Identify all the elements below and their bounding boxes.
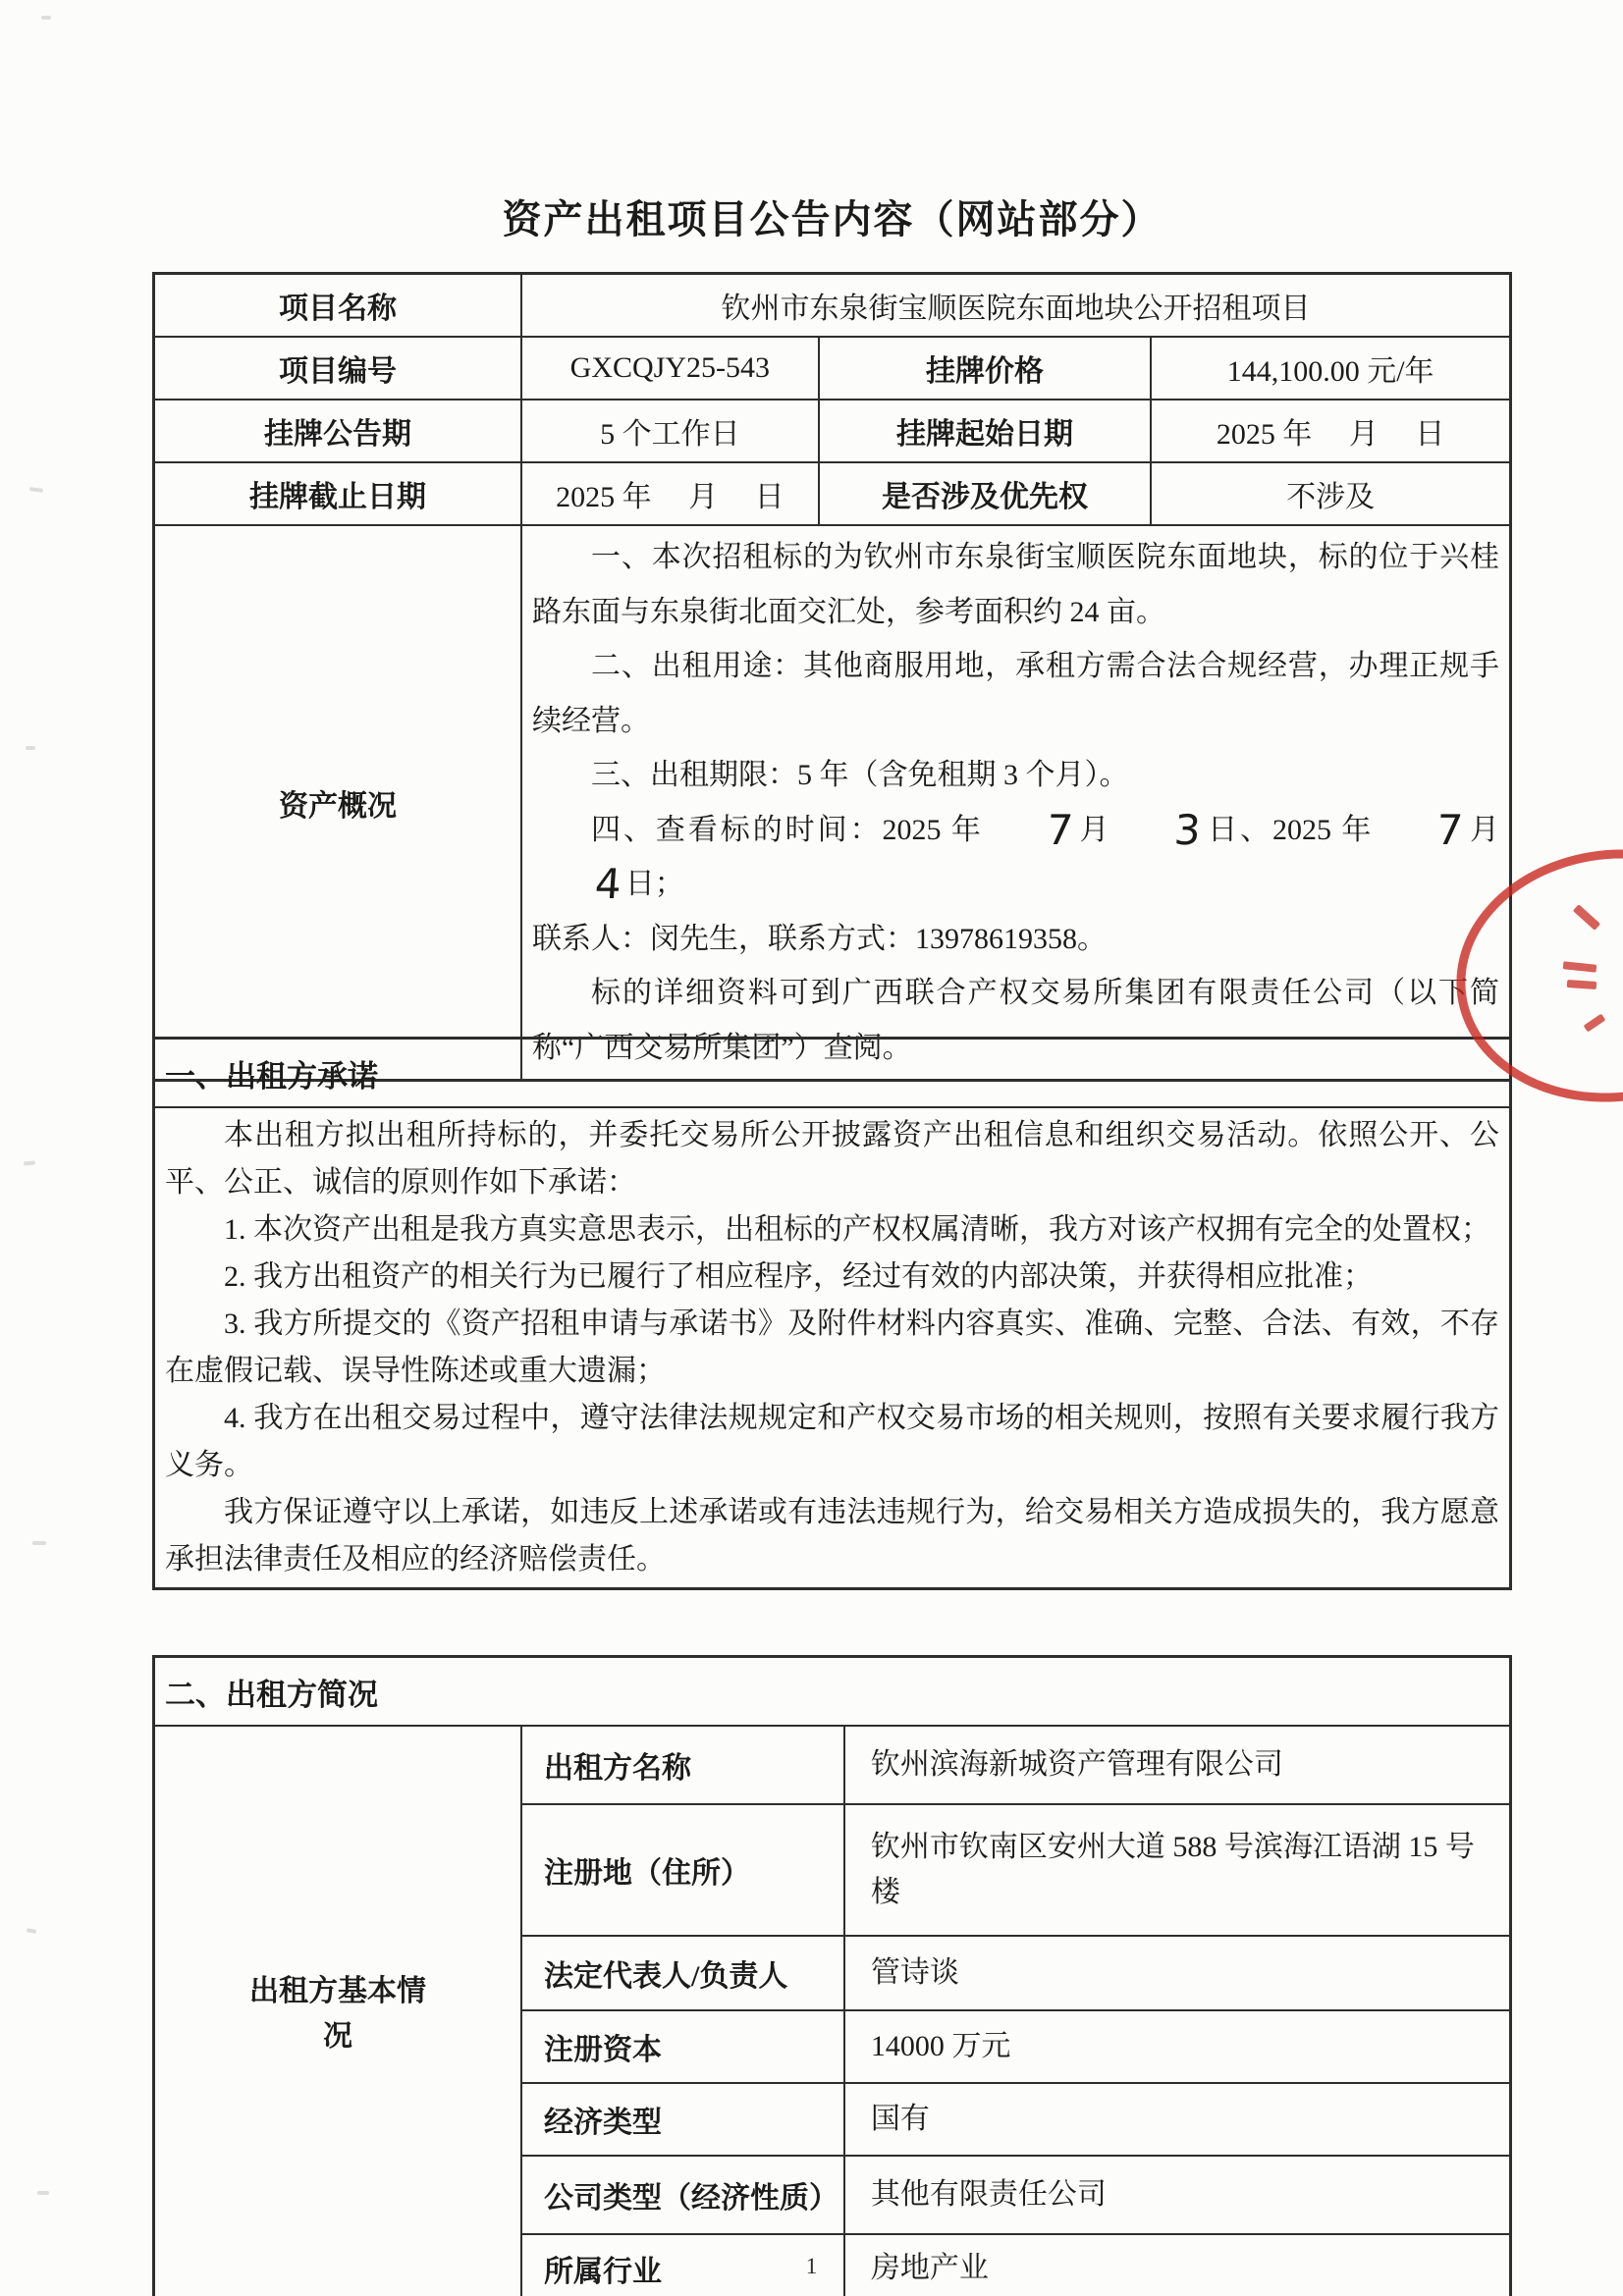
scan-artifact: [29, 487, 43, 493]
overview-paragraph: 一、本次招租标的为钦州市东泉街宝顺医院东面地块，标的位于兴桂路东面与东泉街北面交汇处，参考面积约 24 亩。: [532, 541, 1499, 628]
commitment-paragraph: 1. 本次资产出租是我方真实意思表示，出租标的产权权属清晰，我方对该产权拥有完全的处置权；: [224, 1213, 1490, 1246]
scan-artifact: [24, 1160, 35, 1165]
commitment-paragraph: 3. 我方所提交的《资产招租申请与承诺书》及附件材料内容真实、准确、完整、合法、有效，不存在虚假记载、误导性陈述或重大遗漏；: [165, 1308, 1499, 1387]
legal-representative-value: 管诗谈: [844, 1936, 1511, 2010]
economic-type-value: 国有: [844, 2083, 1511, 2156]
commitment-paragraph: 我方保证遵守以上承诺，如违反上述承诺或有违法违规行为，给交易相关方造成损失的，我方愿意承担法律责任及相应的经济赔偿责任。: [165, 1496, 1499, 1575]
end-date-value: 2025 年 月 日: [521, 462, 819, 525]
commitment-section-body: [154, 1107, 1511, 1589]
project-name-label: 项目名称: [154, 274, 522, 338]
scan-artifact: [27, 1928, 37, 1934]
overview-paragraph: 标的详细资料可到广西联合产权交易所集团有限责任公司（以下简称“广西交易所集团”）查阅。: [532, 977, 1499, 1064]
commitment-paragraph: 4. 我方在出租交易过程中，遵守法律法规规定和产权交易市场的相关规则，按照有关要求履行我方义务。: [165, 1402, 1499, 1481]
priority-value: 不涉及: [1151, 462, 1510, 525]
table-row: [154, 274, 1511, 338]
commitment-paragraph: 2. 我方出租资产的相关行为已履行了相应程序，经过有效的内部决策，并获得相应批准；: [224, 1260, 1373, 1293]
end-date-label: 挂牌截止日期: [154, 462, 522, 525]
commitment-section-heading: 一、出租方承诺: [154, 1039, 1511, 1108]
legal-representative-label: 法定代表人/负责人: [521, 1936, 844, 2010]
commitment-paragraph: 本出租方拟出租所持标的，并委托交易所公开披露资产出租信息和组织交易活动。依照公开、公平、公正、诚信的原则作如下承诺：: [165, 1119, 1499, 1199]
project-name-value: 钦州市东泉街宝顺医院东面地块公开招租项目: [521, 274, 1510, 338]
registered-capital-value: 14000 万元: [844, 2010, 1511, 2083]
registered-capital-label: 注册资本: [521, 2010, 844, 2083]
table-row: [154, 337, 1511, 400]
table-row: [154, 1039, 1511, 1108]
overview-paragraph: 三、出租期限：5 年（含免租期 3 个月）。: [591, 759, 1129, 791]
lessor-basic-info-text: 出租方基本情况: [249, 1974, 426, 2053]
listing-price-value: 144,100.00 元/年: [1151, 337, 1510, 400]
listing-price-label: 挂牌价格: [819, 337, 1152, 400]
scan-artifact: [26, 746, 35, 750]
viewing-time-text: 四、查看标的时间：2025 年: [591, 813, 984, 846]
handwritten-month: 7: [1434, 805, 1465, 854]
project-no-label: 项目编号: [154, 337, 522, 400]
scan-artifact: [37, 2191, 49, 2195]
overview-paragraph: 二、出租用途：其他商服用地，承租方需合法合规经营，办理正规手续经营。: [532, 650, 1499, 737]
viewing-time-text: 月: [1076, 813, 1112, 846]
table-row: [154, 1107, 1511, 1589]
lessor-section-heading: 二、出租方简况: [154, 1657, 1511, 1727]
announcement-period-value: 5 个工作日: [521, 400, 819, 462]
start-date-label: 挂牌起始日期: [819, 400, 1152, 462]
industry-value: 房地产业: [844, 2234, 1511, 2296]
table-row: [154, 525, 1511, 1081]
scan-artifact: [32, 1541, 46, 1545]
priority-label: 是否涉及优先权: [819, 462, 1152, 525]
table-row: [154, 1726, 1511, 1804]
asset-overview-text: [521, 525, 1510, 1081]
company-type-label: 公司类型（经济性质）: [521, 2156, 844, 2234]
project-info-table: [152, 272, 1512, 1082]
table-row: [154, 400, 1511, 462]
viewing-time-text: 日、2025 年: [1205, 813, 1375, 846]
lessor-name-value: 钦州滨海新城资产管理有限公司: [844, 1726, 1511, 1804]
overview-paragraph: 联系人：闵先生，联系方式：13978619358。: [532, 922, 1108, 955]
project-no-value: GXCQJY25-543: [521, 337, 819, 400]
economic-type-label: 经济类型: [521, 2083, 844, 2156]
registered-address-value: 钦州市钦南区安州大道 588 号滨海江语湖 15 号楼: [844, 1804, 1511, 1936]
registered-address-label: 注册地（住所）: [521, 1804, 844, 1936]
scan-artifact: [41, 16, 51, 20]
handwritten-day: 3: [1172, 805, 1203, 854]
table-row: [154, 462, 1511, 525]
lessor-commitment-table: [152, 1037, 1512, 1590]
page-number: 1: [805, 2254, 818, 2278]
handwritten-day: 4: [593, 860, 623, 908]
handwritten-month: 7: [1045, 805, 1075, 854]
asset-overview-label: 资产概况: [154, 525, 522, 1081]
lessor-basic-info-label: [154, 1726, 522, 2296]
table-row: [154, 1657, 1511, 1727]
lessor-profile-table: [152, 1655, 1512, 2296]
company-type-value: 其他有限责任公司: [844, 2156, 1511, 2234]
industry-label: 所属行业: [521, 2234, 844, 2296]
announcement-period-label: 挂牌公告期: [154, 400, 522, 462]
viewing-time-text: 月: [1467, 813, 1500, 846]
lessor-name-label: 出租方名称: [521, 1726, 844, 1804]
start-date-value: 2025 年 月 日: [1151, 400, 1510, 462]
viewing-time-text: 日；: [624, 868, 684, 900]
viewing-time-line: [532, 803, 1499, 912]
page-title: 资产出租项目公告内容（网站部分）: [502, 197, 1163, 241]
